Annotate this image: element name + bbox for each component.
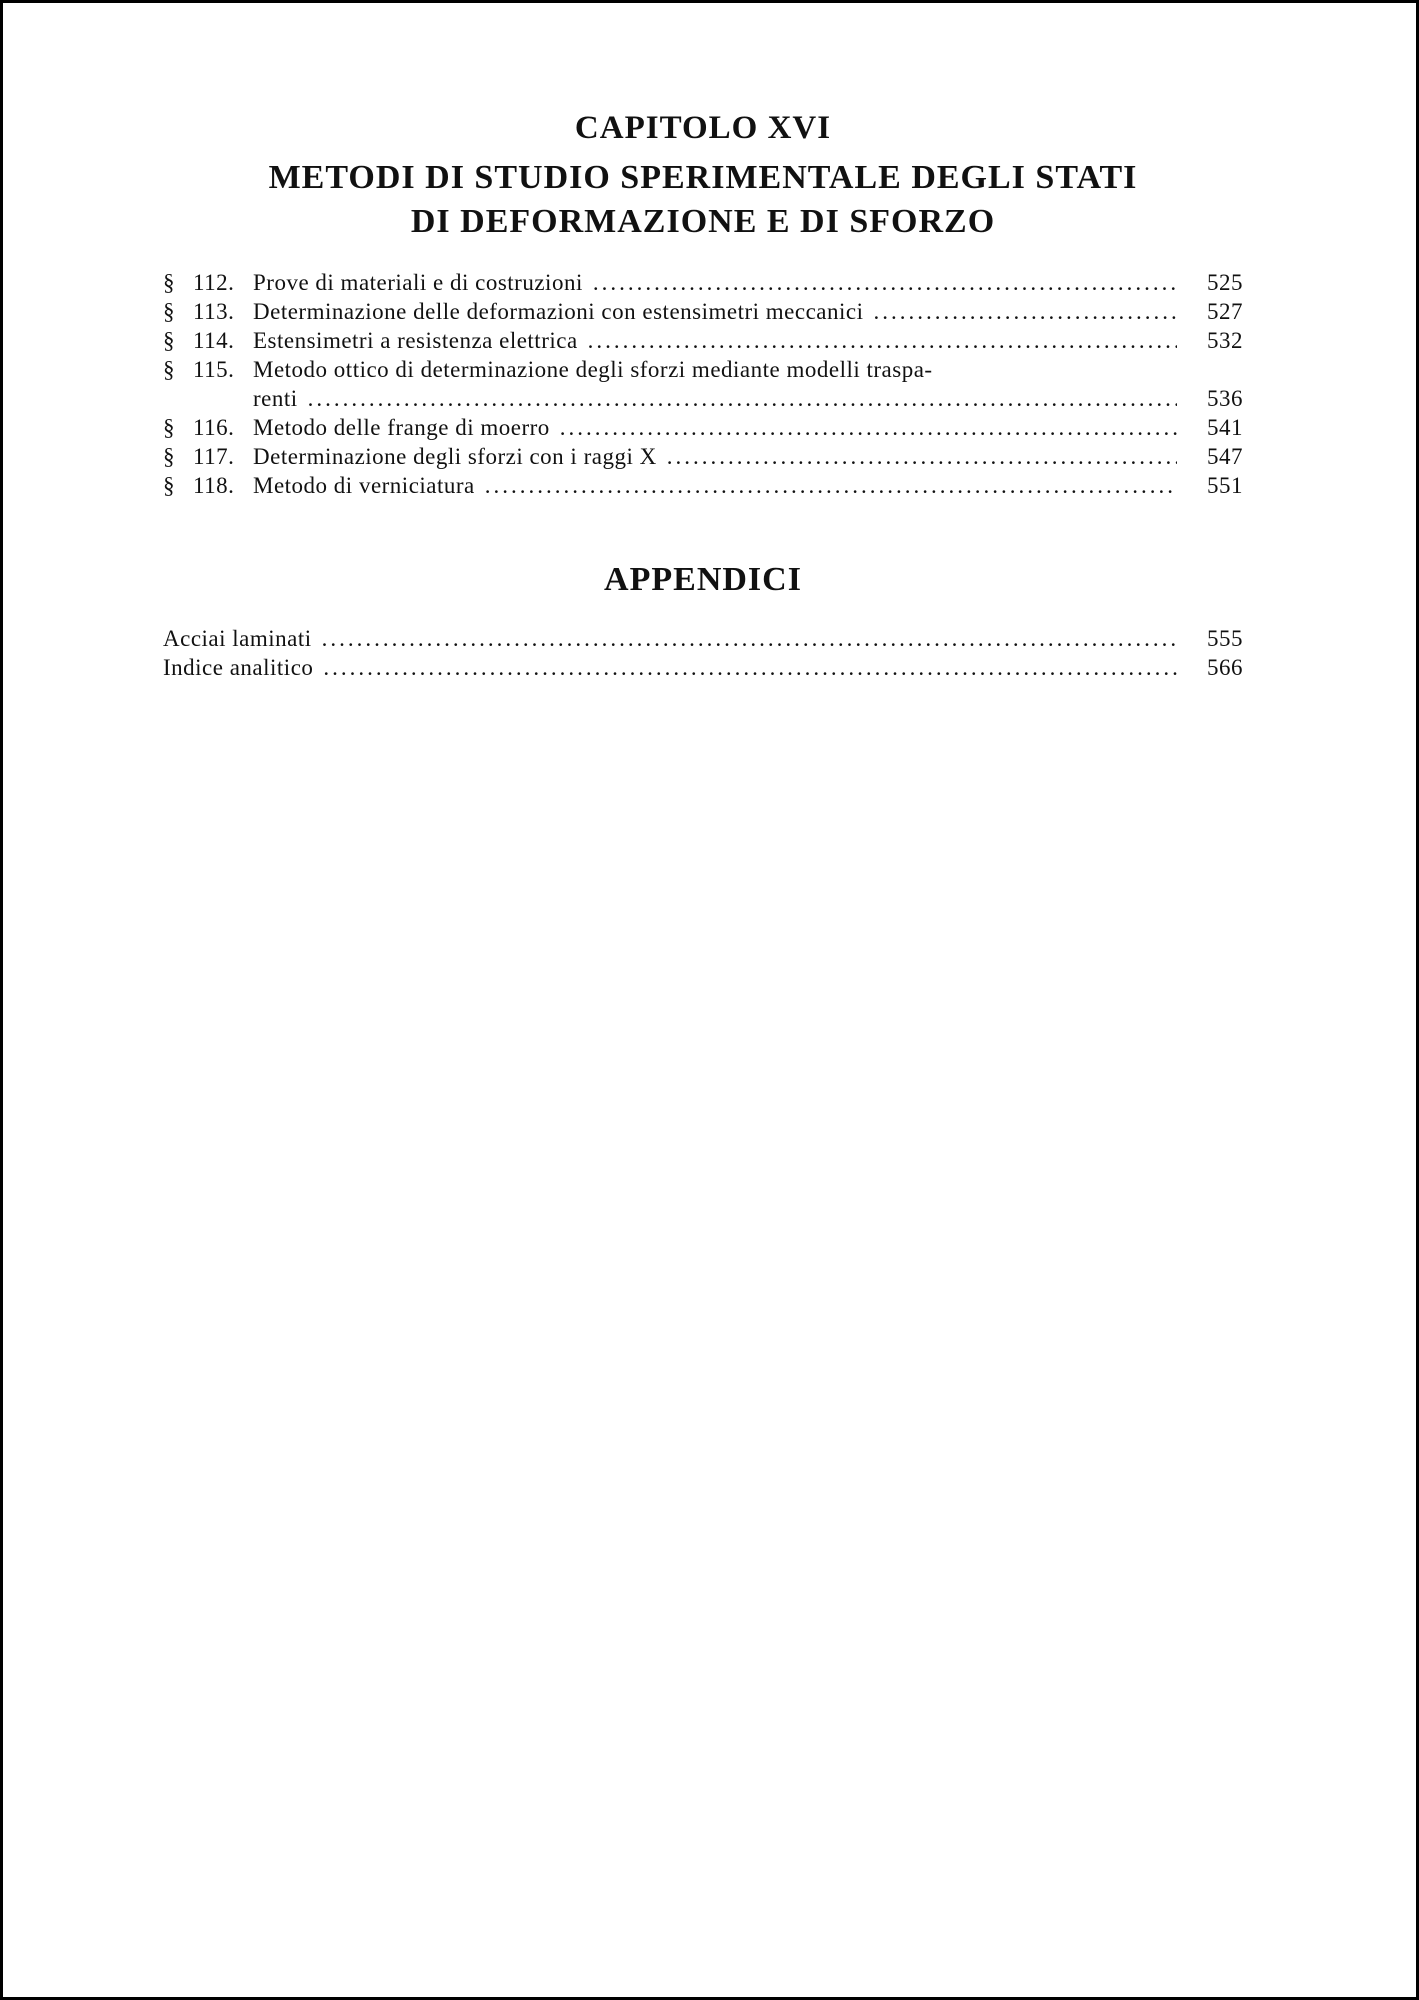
- toc-entry-115-continued[interactable]: [163, 384, 1243, 413]
- dot-leader: [308, 384, 1177, 413]
- chapter-title-line-2: DI DEFORMAZIONE E DI SFORZO: [410, 203, 996, 240]
- section-number: 112.: [193, 270, 235, 295]
- page-number: 525: [1207, 270, 1243, 295]
- section-number: 117.: [193, 444, 235, 469]
- section-title: Prove di materiali e di costruzioni: [253, 270, 583, 295]
- toc-entry-114[interactable]: [163, 326, 1243, 355]
- page-number: 536: [1207, 386, 1243, 411]
- section-number: 115.: [193, 357, 235, 382]
- section-symbol: §: [163, 444, 175, 469]
- toc-entry-112[interactable]: [163, 268, 1243, 297]
- section-number: 114.: [193, 328, 235, 353]
- toc-page: [163, 108, 1243, 682]
- chapter-title: [163, 156, 1243, 244]
- appendici-heading: APPENDICI: [604, 561, 802, 598]
- section-title: Metodo ottico di determinazione degli sforzi mediante modelli traspa-: [253, 357, 933, 382]
- toc-entry-115[interactable]: [163, 355, 1243, 384]
- chapter-toc: [163, 268, 1243, 500]
- section-title: Estensimetri a resistenza elettrica: [253, 328, 578, 353]
- toc-entry-117[interactable]: [163, 442, 1243, 471]
- appendix-title: Indice analitico: [163, 655, 314, 680]
- page-number: 566: [1207, 655, 1243, 680]
- dot-leader: [874, 297, 1178, 326]
- dot-leader: [588, 326, 1177, 355]
- chapter-label: CAPITOLO XVI: [574, 110, 832, 146]
- page-number: 551: [1207, 473, 1243, 498]
- page-number: 547: [1207, 444, 1243, 469]
- section-symbol: §: [163, 270, 175, 295]
- section-title: Metodo di verniciatura: [253, 473, 475, 498]
- section-title-continued: renti: [253, 386, 298, 411]
- section-number: 113.: [193, 299, 235, 324]
- section-symbol: §: [163, 415, 175, 440]
- dot-leader: [667, 442, 1177, 471]
- section-title: Metodo delle frange di moerro: [253, 415, 550, 440]
- toc-entry-116[interactable]: [163, 413, 1243, 442]
- dot-leader: [322, 624, 1177, 653]
- section-number: 118.: [193, 473, 235, 498]
- section-title: Determinazione delle deformazioni con estensimetri meccanici: [253, 299, 864, 324]
- dot-leader: [485, 471, 1177, 500]
- section-symbol: §: [163, 357, 175, 382]
- appendix-entry-indice-analitico[interactable]: [163, 653, 1243, 682]
- page-number: 527: [1207, 299, 1243, 324]
- section-title: Determinazione degli sforzi con i raggi X: [253, 444, 657, 469]
- page-number: 555: [1207, 626, 1243, 651]
- section-number: 116.: [193, 415, 235, 440]
- page-number: 541: [1207, 415, 1243, 440]
- appendix-title: Acciai laminati: [163, 626, 312, 651]
- appendici-toc: [163, 624, 1243, 682]
- toc-entry-113[interactable]: [163, 297, 1243, 326]
- section-symbol: §: [163, 328, 175, 353]
- toc-entry-118[interactable]: [163, 471, 1243, 500]
- chapter-title-line-1: METODI DI STUDIO SPERIMENTALE DEGLI STATI: [268, 159, 1138, 196]
- section-symbol: §: [163, 299, 175, 324]
- appendix-entry-acciai-laminati[interactable]: [163, 624, 1243, 653]
- page-number: 532: [1207, 328, 1243, 353]
- dot-leader: [593, 268, 1177, 297]
- section-symbol: §: [163, 473, 175, 498]
- dot-leader: [560, 413, 1177, 442]
- dot-leader: [323, 653, 1177, 682]
